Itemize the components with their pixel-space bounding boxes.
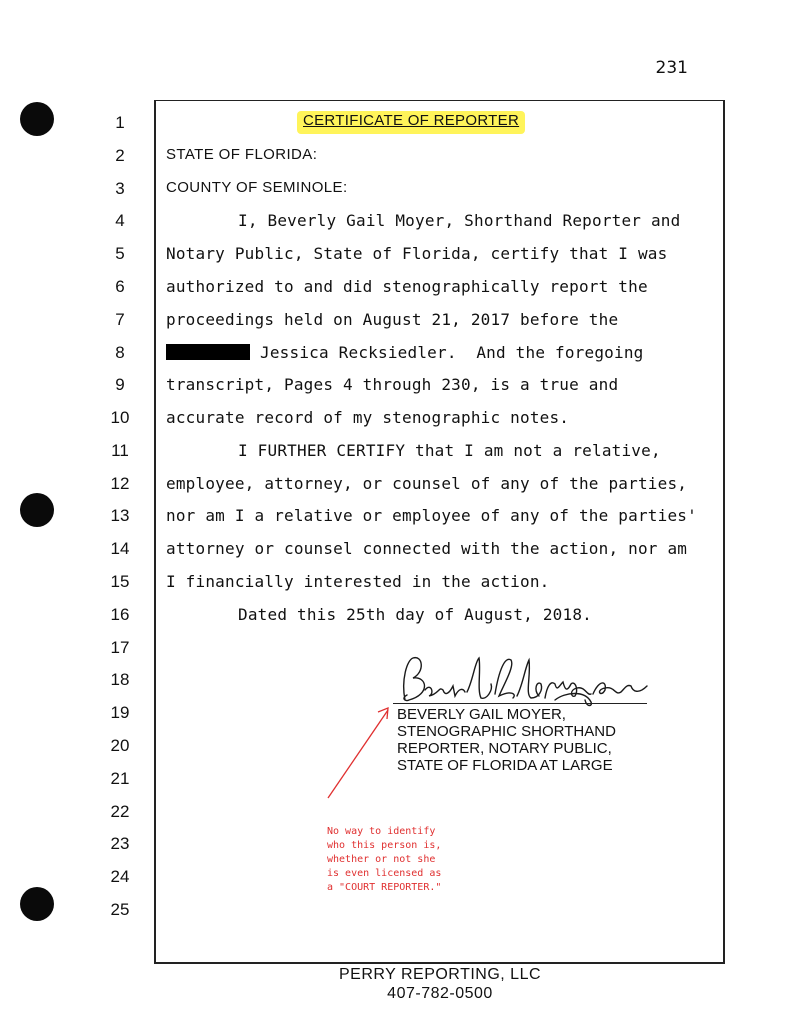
signature-block	[397, 706, 616, 774]
line-number: 9	[115, 375, 125, 394]
annotation-line: whether or not she	[327, 854, 436, 865]
line-number: 12	[110, 474, 130, 493]
binder-hole	[20, 887, 54, 921]
line-number: 23	[110, 834, 130, 853]
transcript-line: COUNTY OF SEMINOLE:	[166, 179, 348, 196]
line-number: 17	[110, 638, 130, 657]
line-number: 25	[110, 900, 130, 919]
transcript-line: Notary Public, State of Florida, certify that I was	[166, 244, 668, 263]
transcript-line: I FURTHER CERTIFY that I am not a relative,	[238, 441, 661, 460]
line-number: 18	[110, 670, 130, 689]
line-number: 11	[111, 441, 129, 460]
signature-line	[393, 703, 647, 704]
line-number: 19	[110, 703, 130, 722]
transcript-line: Dated this 25th day of August, 2018.	[238, 605, 592, 624]
annotation-line: a "COURT REPORTER."	[327, 882, 442, 893]
line-number: 22	[110, 802, 130, 821]
transcript-line: employee, attorney, or counsel of any of the parties,	[166, 474, 688, 493]
line-number: 2	[115, 146, 125, 165]
line-number: 7	[115, 310, 125, 329]
line-number: 4	[115, 211, 125, 230]
line-number: 20	[110, 736, 130, 755]
line-number: 8	[115, 343, 125, 362]
binder-hole	[20, 102, 54, 136]
annotation-line: who this person is,	[327, 840, 442, 851]
line-number: 13	[110, 506, 130, 525]
transcript-line: transcript, Pages 4 through 230, is a true and	[166, 375, 619, 394]
transcript-line: I financially interested in the action.	[166, 572, 550, 591]
transcript-line-text: Jessica Recksiedler. And the foregoing	[260, 343, 644, 362]
reporter-title: STATE OF FLORIDA AT LARGE	[397, 757, 613, 774]
reporter-title: REPORTER, NOTARY PUBLIC,	[397, 740, 612, 757]
transcript-line: STATE OF FLORIDA:	[166, 146, 318, 163]
line-number: 14	[110, 539, 130, 558]
page-number: 231	[655, 58, 688, 78]
line-number: 24	[110, 867, 130, 886]
reporter-title: STENOGRAPHIC SHORTHAND	[397, 723, 616, 740]
transcript-line: nor am I a relative or employee of any of the parties'	[166, 506, 697, 525]
line-number: 15	[110, 572, 130, 591]
annotation-line: No way to identify	[327, 826, 436, 837]
line-number: 5	[115, 244, 125, 263]
transcript-line: accurate record of my stenographic notes.	[166, 408, 570, 427]
line-number: 6	[115, 277, 125, 296]
annotation-line: is even licensed as	[327, 868, 442, 879]
transcript-line: proceedings held on August 21, 2017 before the	[166, 310, 619, 329]
redaction-bar	[166, 344, 250, 360]
transcript-line: attorney or counsel connected with the action, nor am	[166, 539, 688, 558]
line-number: 21	[110, 769, 130, 788]
binder-hole	[20, 493, 54, 527]
transcript-line: I, Beverly Gail Moyer, Shorthand Reporter and	[238, 211, 681, 230]
line-number: 10	[110, 408, 130, 427]
handwritten-signature	[395, 650, 655, 708]
annotation-arrow	[320, 700, 400, 810]
footer-phone: 407-782-0500	[387, 985, 493, 1002]
line-number: 1	[115, 113, 125, 132]
reporter-name: BEVERLY GAIL MOYER,	[397, 706, 566, 723]
certificate-title: CERTIFICATE OF REPORTER	[297, 111, 525, 134]
transcript-line	[166, 343, 643, 362]
footer-company: PERRY REPORTING, LLC	[338, 966, 542, 983]
red-annotation	[327, 825, 441, 895]
line-number: 3	[115, 179, 125, 198]
line-number: 16	[110, 605, 130, 624]
transcript-line: authorized to and did stenographically report the	[166, 277, 648, 296]
